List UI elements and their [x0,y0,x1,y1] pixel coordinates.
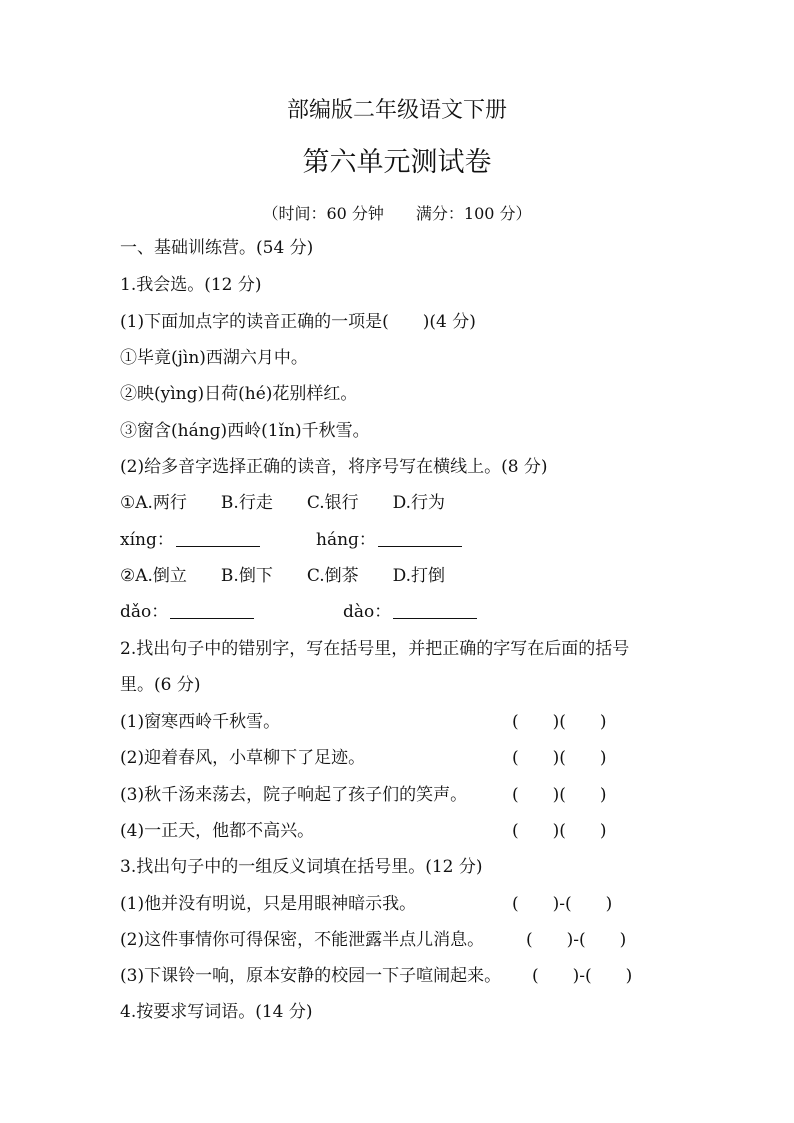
xing-label: xíng： [120,530,174,550]
dao4-label: dào： [343,602,392,622]
question-2-heading: 2.找出句子中的错别字，写在括号里，并把正确的字写在后面的括号 [120,639,630,659]
q2-item-2: (2)迎着春风，小草柳下了足迹。 [120,748,366,768]
q2-answer-3[interactable]: ( )( ) [512,785,607,805]
hang-answer-blank[interactable] [378,530,462,547]
option-2: ②映(yìng)日荷(hé)花别样红。 [120,384,358,404]
xing-line [120,529,260,551]
q2-answer-2[interactable]: ( )( ) [512,748,607,768]
q3-item-3: (3)下课铃一响，原本安静的校园一下子喧闹起来。 [120,966,502,986]
question-2-heading-cont: 里。(6 分) [120,675,201,695]
q2-item-4: (4)一正天，他都不高兴。 [120,821,315,841]
hang-line [316,529,462,551]
dao3-line [120,601,254,623]
question-4-heading: 4.按要求写词语。(14 分) [120,1002,313,1022]
polyphone-group-2: ②A.倒立 B.倒下 C.倒茶 D.打倒 [120,566,446,586]
q3-item-1: (1)他并没有明说，只是用眼神暗示我。 [120,894,417,914]
question-1-part2-prompt: (2)给多音字选择正确的读音，将序号写在横线上。(8 分) [120,457,548,477]
q2-item-3: (3)秋千汤来荡去，院子响起了孩子们的笑声。 [120,785,468,805]
document-title: 部编版二年级语文下册 [286,98,507,123]
dao4-line [343,601,477,623]
option-1: ①毕竟(jìn)西湖六月中。 [120,348,308,368]
q2-answer-4[interactable]: ( )( ) [512,821,607,841]
hang-label: hánɡ： [316,530,376,550]
xing-answer-blank[interactable] [176,530,260,547]
q2-item-1: (1)窗寒西岭千秋雪。 [120,712,281,732]
exam-meta: （时间：60 分钟 满分：100 分） [262,204,532,223]
document-subtitle: 第六单元测试卷 [302,147,492,178]
dao3-answer-blank[interactable] [170,602,254,619]
question-3-heading: 3.找出句子中的一组反义词填在括号里。(12 分) [120,857,483,877]
option-3: ③窗含(hánɡ)西岭(1ǐn)千秋雪。 [120,421,370,441]
q3-answer-1[interactable]: ( )-( ) [512,894,613,914]
q3-answer-3[interactable]: ( )-( ) [532,966,633,986]
question-1-heading: 1.我会选。(12 分) [120,275,262,295]
dao3-label: dǎo： [120,602,169,622]
dao4-answer-blank[interactable] [393,602,477,619]
q3-item-2: (2)这件事情你可得保密，不能泄露半点儿消息。 [120,930,485,950]
polyphone-group-1: ①A.两行 B.行走 C.银行 D.行为 [120,493,446,513]
q3-answer-2[interactable]: ( )-( ) [526,930,627,950]
question-1-part1-prompt: (1)下面加点字的读音正确的一项是( )(4 分) [120,312,476,332]
q2-answer-1[interactable]: ( )( ) [512,712,607,732]
section-heading: 一、基础训练营。(54 分) [120,238,314,258]
